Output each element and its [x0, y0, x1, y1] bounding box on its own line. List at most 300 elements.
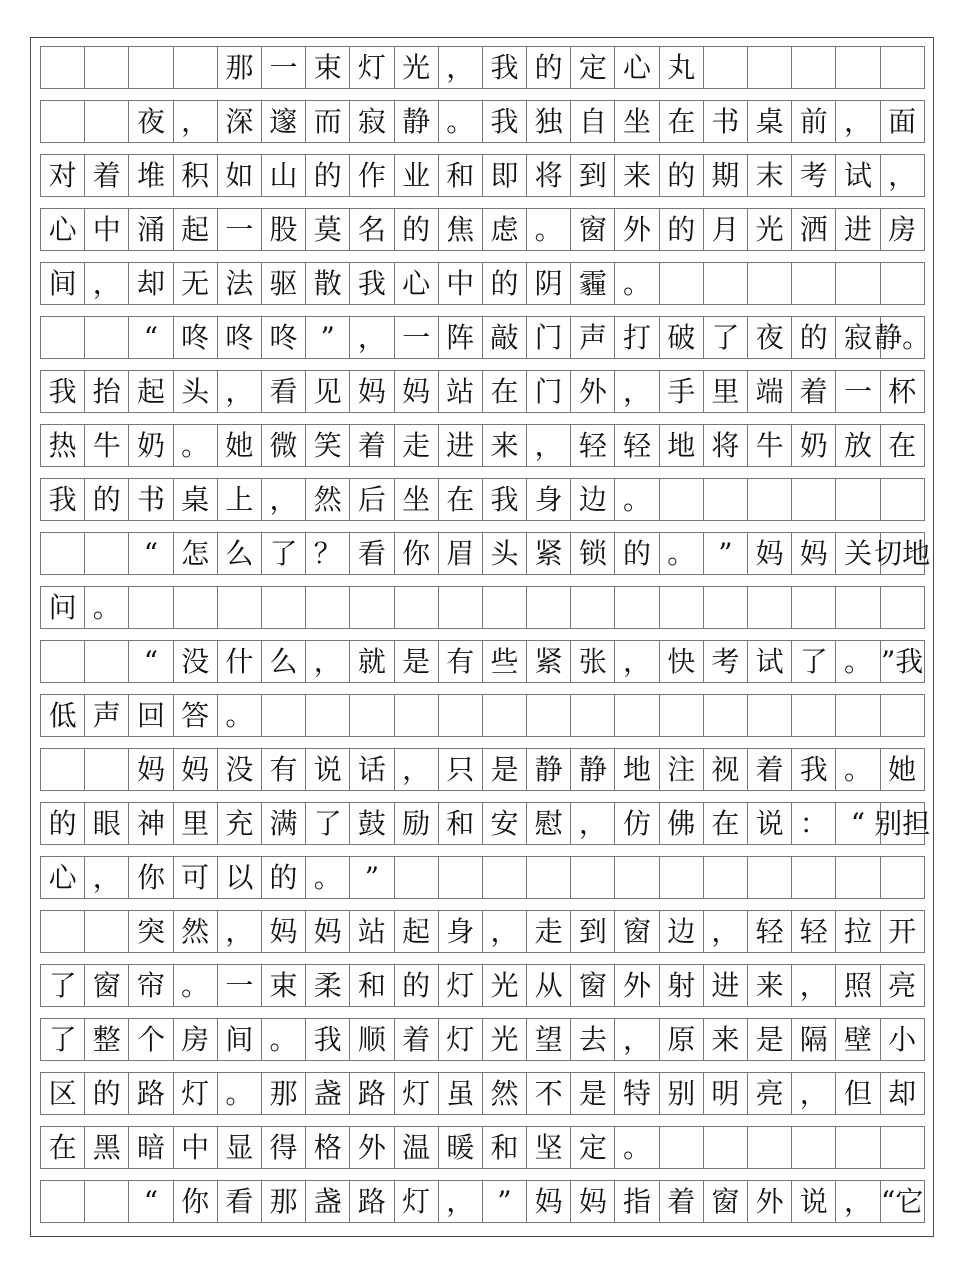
text-row [40, 640, 925, 683]
grid-cell: 的 [395, 964, 439, 1007]
grid-cell: 中 [85, 208, 129, 251]
grid-cell [483, 856, 527, 899]
grid-cell: 然 [174, 910, 218, 953]
grid-cell: ， [483, 910, 527, 953]
grid-cell [41, 46, 85, 89]
grid-cell: 边 [660, 910, 704, 953]
grid-cell: ， [218, 910, 262, 953]
grid-cell: ， [615, 370, 659, 413]
grid-cell: 端 [748, 370, 792, 413]
grid-cell: 了 [792, 640, 836, 683]
grid-cell: 原 [660, 1018, 704, 1061]
grid-cell: 将 [527, 154, 571, 197]
grid-cell: 灯 [174, 1072, 218, 1115]
grid-cell [85, 46, 129, 89]
grid-cell: 心 [41, 208, 85, 251]
grid-cell: 的 [660, 154, 704, 197]
grid-cell: 我 [792, 748, 836, 791]
grid-cell: 外 [615, 208, 659, 251]
grid-cell [85, 640, 129, 683]
grid-cell [41, 532, 85, 575]
grid-cell: 洒 [792, 208, 836, 251]
grid-cell: 书 [704, 100, 748, 143]
grid-cell: 进 [704, 964, 748, 1007]
grid-cell: 的 [527, 46, 571, 89]
grid-cell: 将 [704, 424, 748, 467]
text-row [40, 586, 925, 629]
grid-cell [527, 586, 571, 629]
grid-cell: 切地 [881, 532, 925, 575]
grid-cell: 心 [395, 262, 439, 305]
text-row [40, 748, 925, 791]
grid-cell: 上 [218, 478, 262, 521]
grid-cell: 别担 [881, 802, 925, 845]
grid-cell: 着 [350, 424, 394, 467]
grid-cell: 安 [483, 802, 527, 845]
grid-cell: 轻 [792, 910, 836, 953]
grid-cell [704, 856, 748, 899]
text-row [40, 478, 925, 521]
grid-cell: ， [615, 640, 659, 683]
grid-cell [483, 586, 527, 629]
grid-cell: 。 [174, 964, 218, 1007]
grid-cell: 小 [881, 1018, 925, 1061]
grid-cell: 仿 [615, 802, 659, 845]
grid-cell: 中 [174, 1126, 218, 1169]
grid-cell: 那 [262, 1072, 306, 1115]
grid-cell [660, 694, 704, 737]
grid-cell: 桌 [748, 100, 792, 143]
grid-cell [748, 694, 792, 737]
grid-cell: 她 [218, 424, 262, 467]
grid-cell: 个 [129, 1018, 173, 1061]
grid-cell: 奶 [792, 424, 836, 467]
grid-cell: 你 [129, 856, 173, 899]
grid-cell [218, 586, 262, 629]
grid-cell: “ [836, 802, 880, 845]
grid-cell [704, 46, 748, 89]
grid-cell [615, 586, 659, 629]
grid-cell [748, 262, 792, 305]
grid-cell: 。 [836, 748, 880, 791]
text-row [40, 802, 931, 845]
grid-cell: 佛 [660, 802, 704, 845]
grid-cell: 的 [306, 154, 350, 197]
grid-cell: 射 [660, 964, 704, 1007]
grid-cell: ： [792, 802, 836, 845]
grid-cell: 独 [527, 100, 571, 143]
grid-cell: 看 [350, 532, 394, 575]
grid-cell: 关 [836, 532, 880, 575]
grid-cell [748, 586, 792, 629]
grid-cell: 有 [262, 748, 306, 791]
grid-cell: 和 [439, 802, 483, 845]
grid-cell: 了 [41, 964, 85, 1007]
grid-cell: 么 [218, 532, 262, 575]
grid-cell: 堆 [129, 154, 173, 197]
grid-cell: 的 [41, 802, 85, 845]
grid-cell [881, 46, 925, 89]
grid-cell: 妈 [262, 910, 306, 953]
grid-cell: 暗 [129, 1126, 173, 1169]
grid-cell [262, 586, 306, 629]
grid-cell: 。 [836, 640, 880, 683]
grid-cell [395, 856, 439, 899]
grid-cell: 起 [395, 910, 439, 953]
grid-cell: 一 [262, 46, 306, 89]
grid-cell: 地 [660, 424, 704, 467]
grid-cell: 了 [262, 532, 306, 575]
grid-cell: 些 [483, 640, 527, 683]
grid-cell: 视 [704, 748, 748, 791]
grid-cell: 是 [483, 748, 527, 791]
grid-cell: 微 [262, 424, 306, 467]
grid-cell: 指 [615, 1180, 659, 1223]
text-row [40, 694, 925, 737]
grid-cell [527, 694, 571, 737]
text-row [40, 964, 925, 1007]
grid-cell: ， [792, 964, 836, 1007]
grid-cell: 。 [218, 694, 262, 737]
grid-cell: 热 [41, 424, 85, 467]
grid-cell: 咚 [218, 316, 262, 359]
grid-cell: 考 [792, 154, 836, 197]
grid-cell: 妈 [395, 370, 439, 413]
grid-cell [704, 1126, 748, 1169]
grid-cell [571, 856, 615, 899]
grid-cell: ， [615, 1018, 659, 1061]
grid-cell: 来 [704, 1018, 748, 1061]
grid-cell: 手 [660, 370, 704, 413]
grid-cell: 灯 [439, 964, 483, 1007]
grid-cell: ， [306, 640, 350, 683]
grid-cell: 我 [41, 370, 85, 413]
grid-cell: 在 [704, 802, 748, 845]
grid-cell: “ [129, 1180, 173, 1223]
grid-cell: 妈 [571, 1180, 615, 1223]
grid-cell: 整 [85, 1018, 129, 1061]
grid-cell: 看 [262, 370, 306, 413]
grid-cell: 我 [483, 100, 527, 143]
grid-cell: 。 [527, 208, 571, 251]
grid-cell: 身 [527, 478, 571, 521]
text-row [40, 1018, 925, 1061]
grid-cell: 她 [881, 748, 925, 791]
grid-cell: 名 [350, 208, 394, 251]
grid-cell: 一 [395, 316, 439, 359]
grid-cell: 然 [483, 1072, 527, 1115]
grid-cell: 驱 [262, 262, 306, 305]
grid-cell: 。 [660, 532, 704, 575]
grid-cell: 法 [218, 262, 262, 305]
grid-cell: 就 [350, 640, 394, 683]
grid-cell [836, 1126, 880, 1169]
grid-cell: 站 [439, 370, 483, 413]
grid-cell: 着 [792, 370, 836, 413]
grid-cell: 慰 [527, 802, 571, 845]
grid-cell: 虑 [483, 208, 527, 251]
grid-cell: 妈 [527, 1180, 571, 1223]
grid-cell: 山 [262, 154, 306, 197]
grid-cell: 打 [615, 316, 659, 359]
grid-cell: ， [218, 370, 262, 413]
grid-cell: 边 [571, 478, 615, 521]
grid-cell: 间 [218, 1018, 262, 1061]
grid-cell: 在 [41, 1126, 85, 1169]
grid-cell: 作 [350, 154, 394, 197]
grid-cell: 门 [527, 316, 571, 359]
grid-cell: 的 [262, 856, 306, 899]
grid-cell: ， [439, 1180, 483, 1223]
grid-cell: ， [836, 1180, 880, 1223]
grid-cell: 从 [527, 964, 571, 1007]
grid-cell: 声 [571, 316, 615, 359]
grid-cell: 的 [395, 208, 439, 251]
grid-cell: 只 [439, 748, 483, 791]
grid-cell: 是 [748, 1018, 792, 1061]
grid-cell: 的 [85, 1072, 129, 1115]
grid-cell: 笑 [306, 424, 350, 467]
grid-cell: 亮 [881, 964, 925, 1007]
grid-cell: ， [836, 100, 880, 143]
grid-cell: ， [881, 154, 925, 197]
grid-cell [792, 856, 836, 899]
grid-cell: 积 [174, 154, 218, 197]
grid-cell: 外 [571, 370, 615, 413]
grid-cell: 。 [615, 1126, 659, 1169]
grid-cell: 暖 [439, 1126, 483, 1169]
grid-cell: 。 [439, 100, 483, 143]
grid-cell: 外 [615, 964, 659, 1007]
text-row [40, 316, 931, 359]
grid-cell: 和 [483, 1126, 527, 1169]
grid-cell: 紧 [527, 640, 571, 683]
grid-cell [174, 586, 218, 629]
grid-cell [41, 748, 85, 791]
grid-cell [439, 694, 483, 737]
grid-cell: 心 [615, 46, 659, 89]
grid-cell [704, 478, 748, 521]
grid-cell: 黑 [85, 1126, 129, 1169]
grid-cell: 励 [395, 802, 439, 845]
grid-cell: 帘 [129, 964, 173, 1007]
grid-cell: ， [439, 46, 483, 89]
grid-cell: 奶 [129, 424, 173, 467]
grid-cell [527, 856, 571, 899]
grid-cell [836, 478, 880, 521]
grid-cell: 妈 [306, 910, 350, 953]
text-row [40, 1180, 925, 1223]
grid-cell: 身 [439, 910, 483, 953]
grid-cell: 门 [527, 370, 571, 413]
grid-cell: 满 [262, 802, 306, 845]
grid-cell: 明 [704, 1072, 748, 1115]
grid-cell: 拉 [836, 910, 880, 953]
grid-cell [660, 262, 704, 305]
grid-cell [748, 478, 792, 521]
grid-cell: 妈 [174, 748, 218, 791]
grid-cell: 么 [262, 640, 306, 683]
grid-cell: 着 [395, 1018, 439, 1061]
grid-cell: 咚 [174, 316, 218, 359]
grid-cell: 什 [218, 640, 262, 683]
grid-cell: 的 [660, 208, 704, 251]
grid-cell: 业 [395, 154, 439, 197]
text-row [40, 208, 925, 251]
grid-cell: 寂 [350, 100, 394, 143]
grid-cell: 。 [306, 856, 350, 899]
grid-cell [174, 46, 218, 89]
grid-cell: ， [85, 856, 129, 899]
grid-cell: 说 [306, 748, 350, 791]
grid-cell: 焦 [439, 208, 483, 251]
grid-cell: 见 [306, 370, 350, 413]
grid-cell: 。 [85, 586, 129, 629]
grid-cell: 坐 [395, 478, 439, 521]
grid-cell: 壁 [836, 1018, 880, 1061]
grid-cell: 路 [350, 1180, 394, 1223]
grid-cell: 窗 [615, 910, 659, 953]
grid-cell: 顺 [350, 1018, 394, 1061]
grid-cell: 走 [527, 910, 571, 953]
grid-cell [129, 586, 173, 629]
grid-cell [881, 856, 925, 899]
grid-cell [41, 1180, 85, 1223]
grid-cell: 温 [395, 1126, 439, 1169]
grid-cell: 外 [748, 1180, 792, 1223]
grid-cell: 回 [129, 694, 173, 737]
grid-cell: 得 [262, 1126, 306, 1169]
grid-cell: 着 [748, 748, 792, 791]
grid-cell: 着 [85, 154, 129, 197]
grid-cell [41, 316, 85, 359]
grid-cell [792, 694, 836, 737]
grid-cell: 但 [836, 1072, 880, 1115]
grid-cell [881, 1126, 925, 1169]
grid-cell: 路 [350, 1072, 394, 1115]
grid-cell: 格 [306, 1126, 350, 1169]
text-row [40, 100, 925, 143]
grid-cell: 阵 [439, 316, 483, 359]
grid-cell: 如 [218, 154, 262, 197]
grid-cell [792, 586, 836, 629]
grid-cell: 了 [41, 1018, 85, 1061]
grid-cell: 说 [748, 802, 792, 845]
grid-cell: 无 [174, 262, 218, 305]
grid-cell: 在 [881, 424, 925, 467]
grid-cell: 话 [350, 748, 394, 791]
grid-cell: 我 [483, 478, 527, 521]
grid-cell: 说 [792, 1180, 836, 1223]
grid-cell: 区 [41, 1072, 85, 1115]
grid-cell [41, 640, 85, 683]
grid-cell: 阴 [527, 262, 571, 305]
grid-cell: 的 [792, 316, 836, 359]
grid-cell: ”我 [881, 640, 925, 683]
grid-cell: 面 [881, 100, 925, 143]
grid-cell: 到 [571, 910, 615, 953]
grid-cell: 而 [306, 100, 350, 143]
grid-cell [836, 694, 880, 737]
grid-cell: 间 [41, 262, 85, 305]
grid-cell: 可 [174, 856, 218, 899]
grid-cell: 然 [306, 478, 350, 521]
grid-cell: 起 [174, 208, 218, 251]
grid-cell: 看 [218, 1180, 262, 1223]
grid-cell: 深 [218, 100, 262, 143]
grid-cell: 定 [571, 1126, 615, 1169]
grid-cell: 我 [41, 478, 85, 521]
grid-cell: 锁 [571, 532, 615, 575]
grid-cell [836, 586, 880, 629]
grid-cell: ， [262, 478, 306, 521]
text-row [40, 532, 931, 575]
grid-cell: 牛 [748, 424, 792, 467]
grid-cell: 却 [129, 262, 173, 305]
grid-cell: 房 [174, 1018, 218, 1061]
grid-cell: ， [571, 802, 615, 845]
text-row [40, 1126, 925, 1169]
grid-cell: 来 [615, 154, 659, 197]
grid-cell [439, 856, 483, 899]
grid-cell [350, 586, 394, 629]
grid-cell: 邃 [262, 100, 306, 143]
grid-cell: 的 [85, 478, 129, 521]
grid-cell: 鼓 [350, 802, 394, 845]
grid-cell: ， [85, 262, 129, 305]
grid-cell: 轻 [748, 910, 792, 953]
grid-cell: 快 [660, 640, 704, 683]
grid-cell: ， [792, 1072, 836, 1115]
grid-cell [660, 856, 704, 899]
grid-cell: 坐 [615, 100, 659, 143]
grid-cell: 桌 [174, 478, 218, 521]
grid-cell: 试 [748, 640, 792, 683]
grid-cell: 。 [615, 478, 659, 521]
grid-cell: 丸 [660, 46, 704, 89]
grid-cell: 盏 [306, 1180, 350, 1223]
grid-cell: 紧 [527, 532, 571, 575]
text-row [40, 154, 925, 197]
grid-cell: 你 [395, 532, 439, 575]
grid-cell: 不 [527, 1072, 571, 1115]
grid-cell: 是 [571, 1072, 615, 1115]
grid-cell [129, 46, 173, 89]
text-row [40, 370, 925, 413]
grid-cell: 的 [483, 262, 527, 305]
grid-cell: 对 [41, 154, 85, 197]
grid-cell: 特 [615, 1072, 659, 1115]
grid-cell: 妈 [350, 370, 394, 413]
grid-cell: 进 [439, 424, 483, 467]
grid-cell: ？ [306, 532, 350, 575]
grid-cell: “ [129, 640, 173, 683]
grid-cell: 了 [704, 316, 748, 359]
grid-cell: ， [350, 316, 394, 359]
grid-cell [85, 1180, 129, 1223]
grid-cell: 显 [218, 1126, 262, 1169]
grid-cell: 妈 [792, 532, 836, 575]
grid-cell: 我 [306, 1018, 350, 1061]
grid-cell: 来 [748, 964, 792, 1007]
grid-cell [306, 694, 350, 737]
grid-cell: 站 [350, 910, 394, 953]
grid-cell: 静 [527, 748, 571, 791]
grid-cell: 突 [129, 910, 173, 953]
grid-cell: 书 [129, 478, 173, 521]
grid-cell: 。 [218, 1072, 262, 1115]
grid-cell: 。 [262, 1018, 306, 1061]
